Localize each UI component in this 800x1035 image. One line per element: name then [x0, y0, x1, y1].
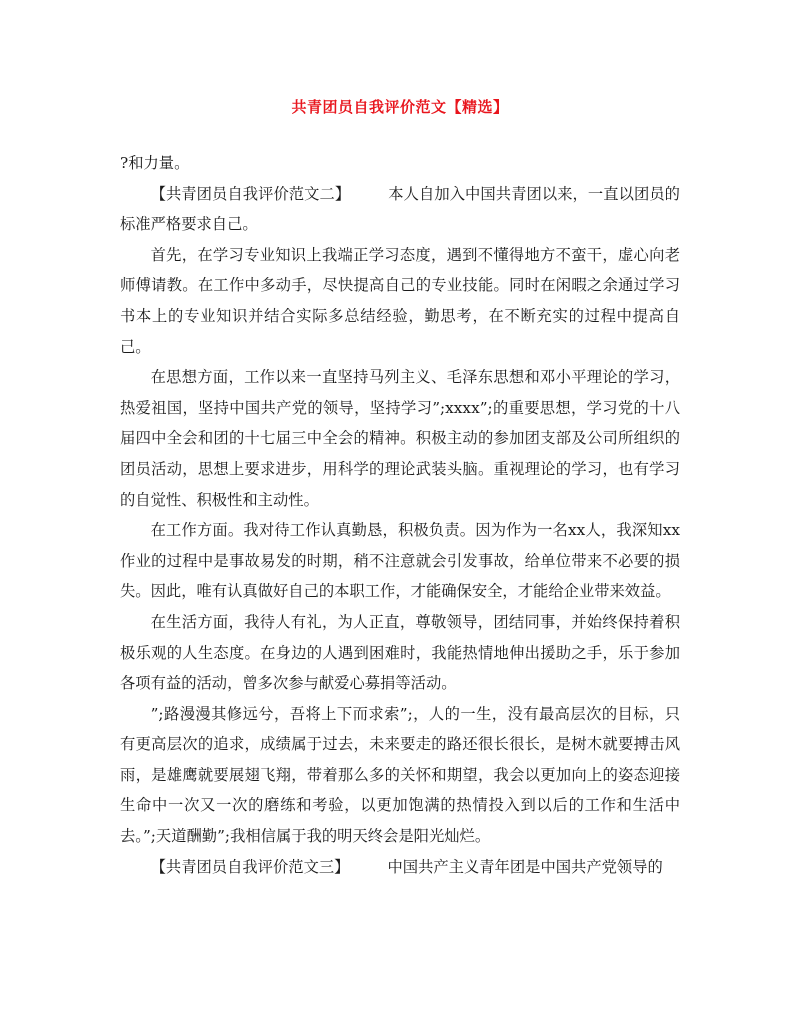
paragraph-section-two-intro [120, 179, 680, 240]
document-title: 共青团员自我评价范文【精选】 [291, 98, 509, 116]
document-body [120, 148, 680, 882]
paragraph-text: 本人自加入中国共青团以来，一直以团员的标准严格要求自己。 [120, 184, 680, 234]
paragraph-text: 在思想方面，工作以来一直坚持马列主义、毛泽东思想和邓小平理论的学习，热爱祖国，坚持中国共产党的领导，坚持学习”;xxxx”;的重要思想，学习党的十八届四中全会和团的十七届三中全会的精神。积极主动的参加团支部及公司所组织的团员活动，思想上要求进步，用科学的理论武装头脑。重视理论的学习，也有学习的自觉性、积极性和主动性。 [120, 368, 680, 509]
section-heading: 【共青团员自我评价范文三】 [150, 857, 350, 876]
section-heading: 【共青团员自我评价范文二】 [150, 184, 351, 203]
paragraph-thought [120, 362, 680, 515]
paragraph-text: 中国共产主义青年团是中国共产党领导的 [387, 857, 663, 876]
paragraph-text: 在工作方面。我对待工作认真勤恳，积极负责。因为作为一名xx人，我深知xx作业的过程中是事故易发的时期，稍不注意就会引发事故，给单位带来不必要的损失。因此，唯有认真做好自己的本职工作，才能确保安全，才能给企业带来效益。 [120, 521, 680, 601]
paragraph-text: ”;路漫漫其修远兮，吾将上下而求索”;，人的一生，没有最高层次的目标，只有更高层次的追求，成绩属于过去，未来要走的路还很长很长，是树木就要搏击风雨，是雄鹰就要展翅飞翔，带着那么多的关怀和期望，我会以更加向上的姿态迎接生命中一次又一次的磨练和考验，以更加饱满的热情投入到以后的工作和生活中去。”;天道酬勤”;我相信属于我的明天终会是阳光灿烂。 [120, 704, 680, 846]
paragraph-aspiration [120, 699, 680, 852]
paragraph-text: 在生活方面，我待人有礼，为人正直，尊敬领导，团结同事，并始终保持着积极乐观的人生态度。在身边的人遇到困难时，我能热情地伸出援助之手，乐于参加各项有益的活动，曾多次参与献爱心募捐等活动。 [120, 612, 680, 693]
paragraph-life [120, 607, 680, 699]
paragraph-section-three-intro [120, 852, 680, 883]
paragraph-study [120, 240, 680, 362]
paragraph-continuation [120, 148, 680, 179]
paragraph-text: 首先，在学习专业知识上我端正学习态度，遇到不懂得地方不蛮干，虚心向老师傅请教。在工作中多动手，尽快提高自己的专业技能。同时在闲暇之余通过学习书本上的专业知识并结合实际多总结经验，勤思考，在不断充实的过程中提高自己。 [120, 245, 680, 356]
paragraph-text: ?和力量。 [120, 154, 190, 172]
paragraph-work [120, 515, 680, 607]
